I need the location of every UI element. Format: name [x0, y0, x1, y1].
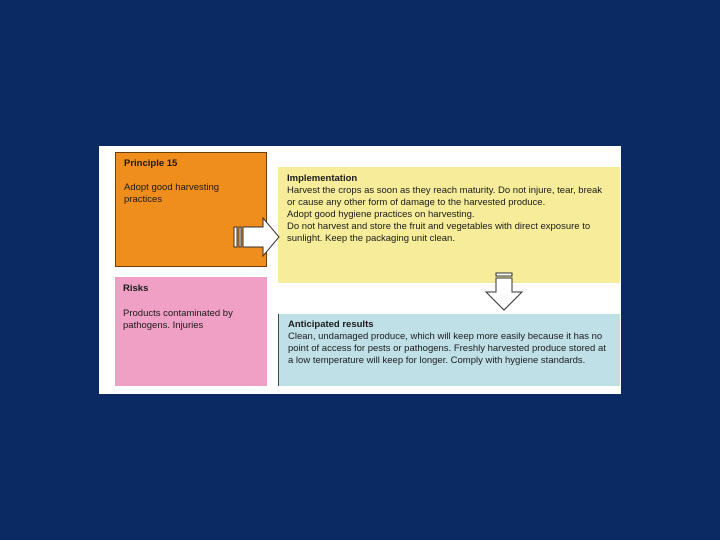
principle-description: Adopt good harvesting practices [124, 182, 220, 205]
implementation-line-2: Adopt good hygiene practices on harvesting. [287, 209, 475, 220]
risks-title: Risks [123, 283, 149, 294]
results-text: Clean, undamaged produce, which will keep more easily because it has no point of access for pests or pathogens. Freshly harvested produce stored at a low temperature will keep for longer. Comply with hygiene standards. [288, 331, 606, 366]
risks-description: Products contaminated by pathogens. Injuries [123, 308, 233, 331]
right-arrow-icon [233, 216, 283, 256]
results-title: Anticipated results [288, 319, 374, 330]
diagram-panel [99, 146, 621, 394]
implementation-box [278, 167, 620, 283]
down-arrow-icon [486, 272, 526, 312]
implementation-title: Implementation [287, 173, 358, 184]
principle-title: Principle 15 [124, 158, 178, 169]
implementation-line-3: Do not harvest and store the fruit and vegetables with direct exposure to sunlight. Keep the packaging unit clean. [287, 221, 591, 244]
risks-box [115, 277, 267, 386]
results-box [278, 314, 620, 386]
implementation-line-1: Harvest the crops as soon as they reach maturity. Do not injure, tear, break or cause any other form of damage to the harvested produce. [287, 185, 603, 208]
